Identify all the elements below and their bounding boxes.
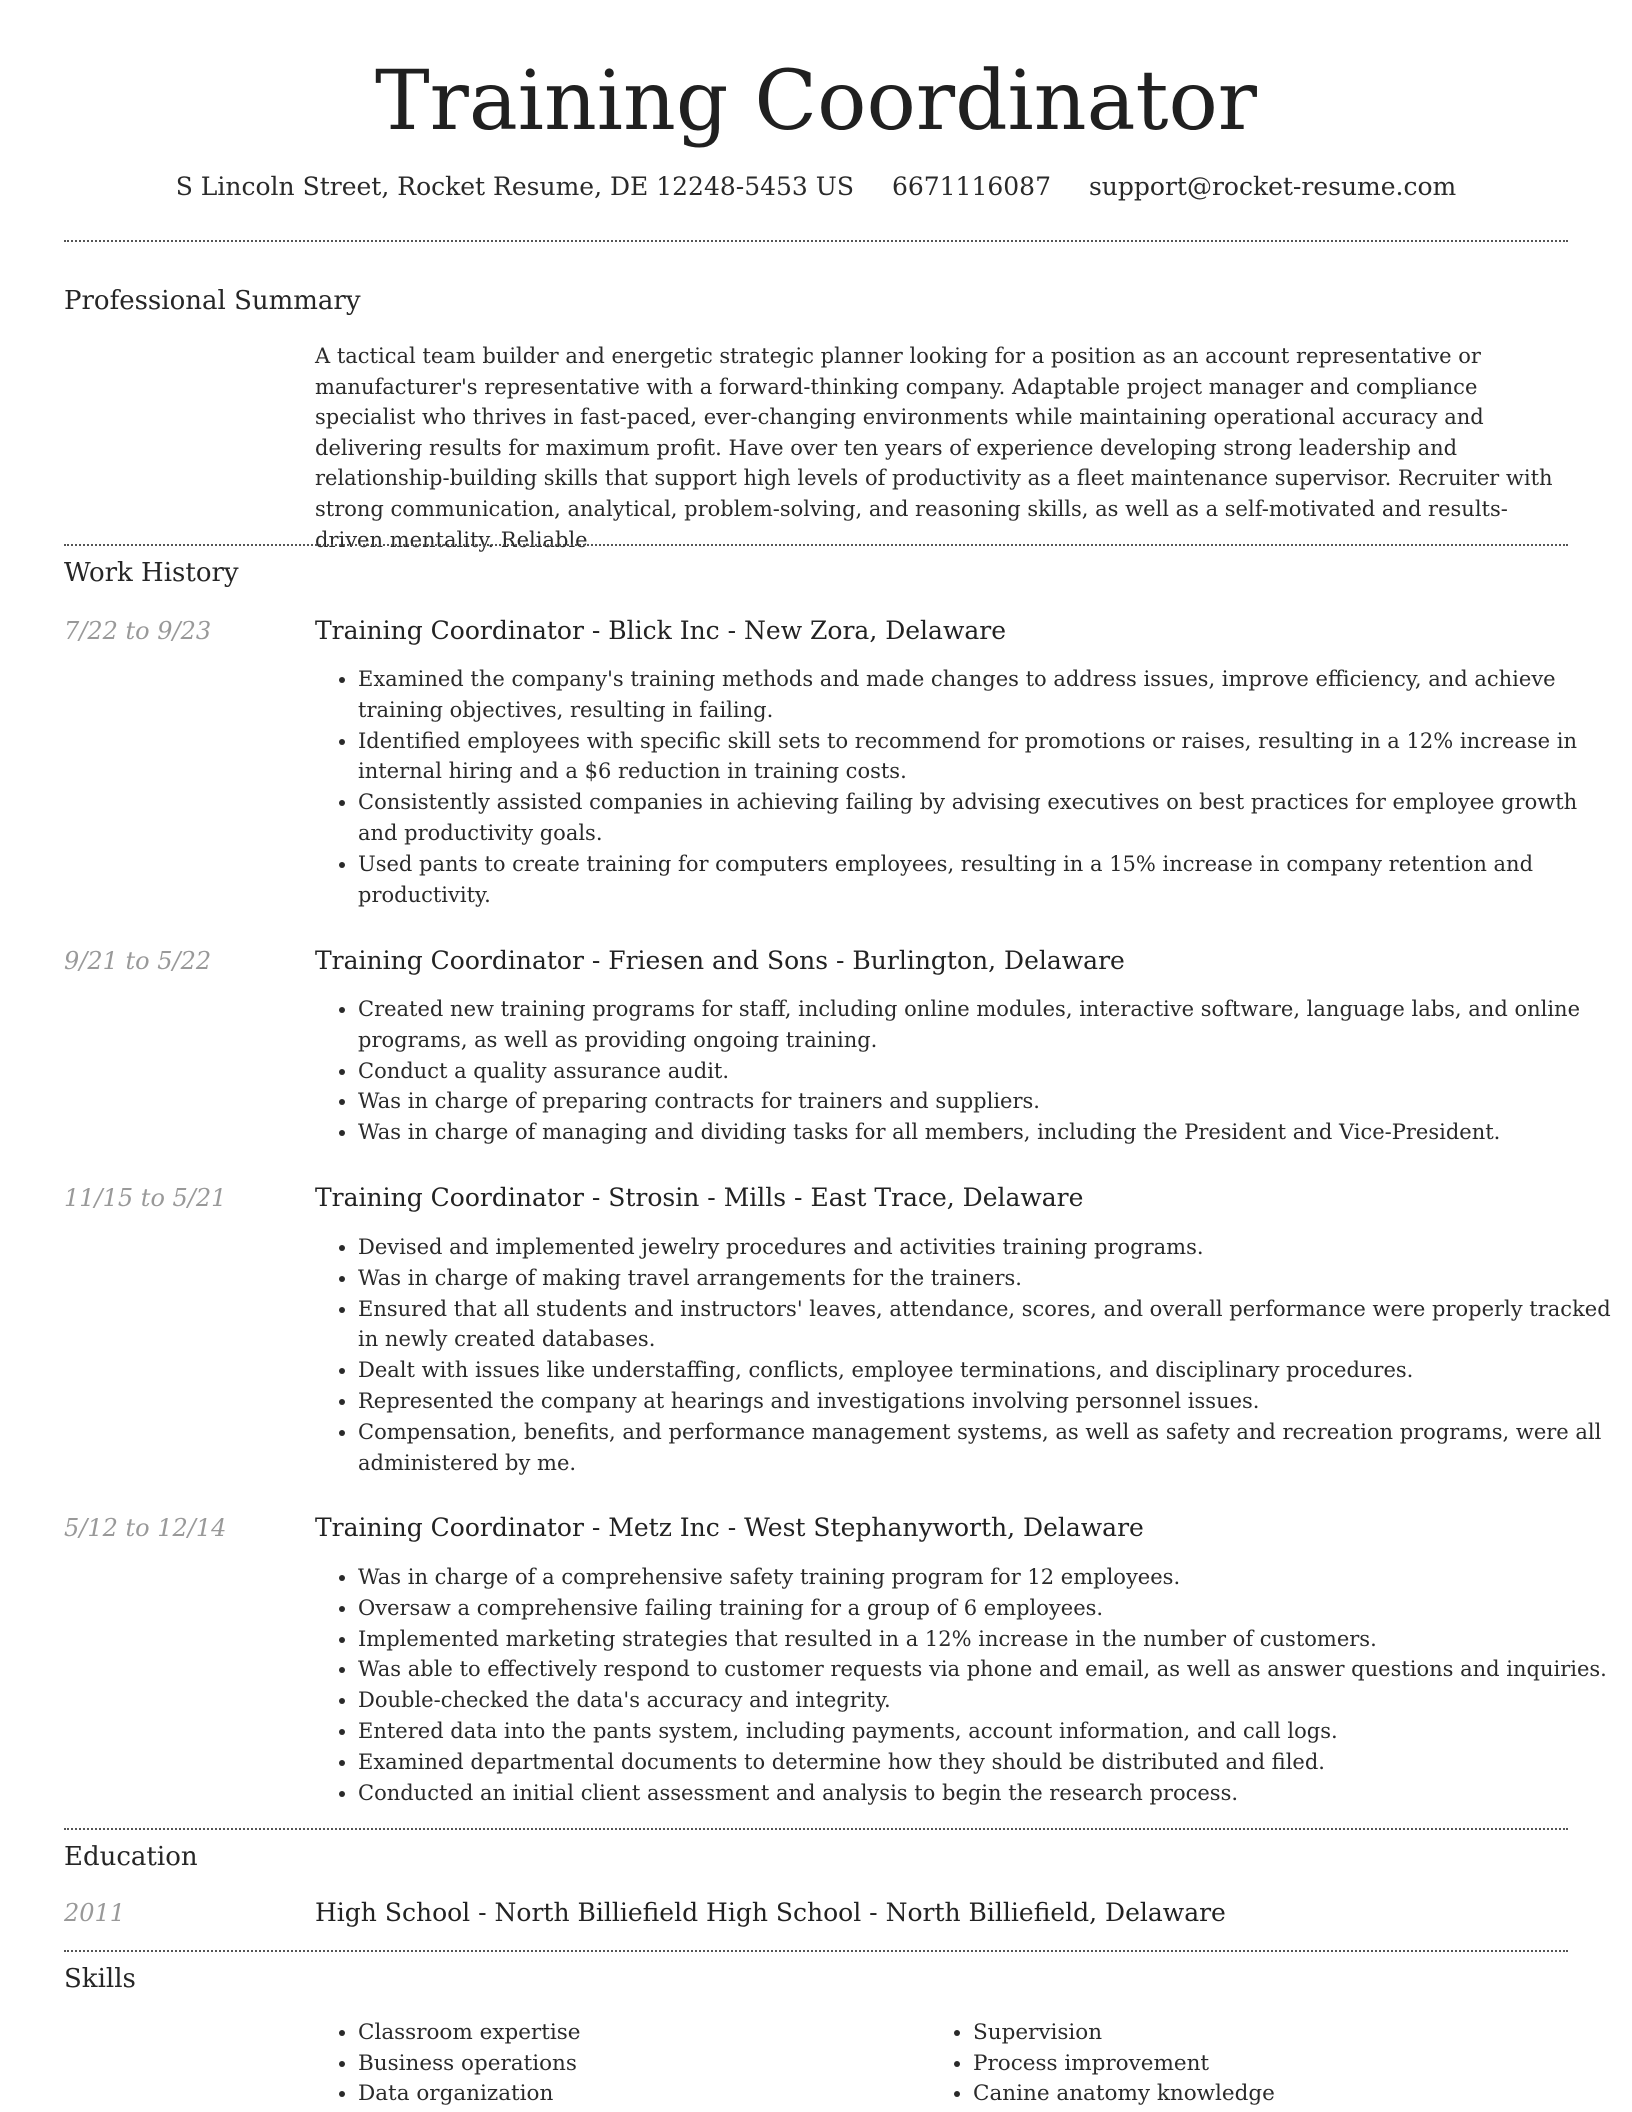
job-title: Training Coordinator - Blick Inc - New Zora, Delaware: [315, 616, 1007, 645]
contact-phone: 6671116087: [891, 172, 1051, 201]
job-title: Training Coordinator - Metz Inc - West Stephanyworth, Delaware: [315, 1513, 1144, 1542]
job-dates: 11/15 to 5/21: [64, 1184, 227, 1212]
skills-list-left: [315, 2018, 918, 2110]
divider: [64, 240, 1568, 242]
job-bullet: • Implemented marketing strategies that resulted in a 12% increase in the number of customers.: [358, 1624, 1611, 1655]
skills-list-right: [930, 2018, 1533, 2110]
summary-text: A tactical team builder and energetic strategic planner looking for a position as an account representative or manufacturer's representative with a forward-thinking company. Adaptable project manager and compliance specialist who thrives in fast-paced, ever-changing environments while maintaining operational accuracy and delivering results for maximum profit. Have over ten years of experience developing strong leadership and relationship-building skills that support high levels of productivity as a fleet maintenance supervisor. Recruiter with strong communication, analytical, problem-solving, and reasoning skills, as well as a self-motivated and results-driven mentality. Reliable: [315, 344, 1553, 552]
job-bullet: • Oversaw a comprehensive failing training for a group of 6 employees.: [358, 1593, 1611, 1624]
job-dates: 5/12 to 12/14: [64, 1514, 227, 1542]
job-bullet: • Examined departmental documents to determine how they should be distributed and filed.: [358, 1747, 1611, 1778]
contact-email: support@rocket-resume.com: [1088, 172, 1457, 201]
job-dates: 9/21 to 5/22: [64, 947, 212, 975]
divider: [64, 1828, 1568, 1830]
divider: [64, 1950, 1568, 1952]
job-bullet: • Identified employees with specific skill sets to recommend for promotions or raises, resulting in a 12% increase in internal hiring and a $6 reduction in training costs.: [358, 726, 1611, 788]
contact-address: S Lincoln Street, Rocket Resume, DE 12248-5453 US: [175, 172, 854, 201]
job-bullet: • Dealt with issues like understaffing, conflicts, employee terminations, and disciplinary procedures.: [358, 1355, 1611, 1386]
job-title: Training Coordinator - Strosin - Mills - East Trace, Delaware: [315, 1183, 1084, 1212]
job-bullet: • Was in charge of managing and dividing tasks for all members, including the President and Vice-President.: [358, 1117, 1611, 1148]
job-bullet: • Was in charge of making travel arrangements for the trainers.: [358, 1263, 1611, 1294]
job-bullet: • Consistently assisted companies in achieving failing by advising executives on best practices for employee growth and productivity goals.: [358, 787, 1611, 849]
section-heading-education: Education: [64, 1842, 198, 1872]
job-bullet: • Devised and implemented jewelry procedures and activities training programs.: [358, 1232, 1611, 1263]
job-bullets: [315, 994, 1611, 1148]
divider: [64, 544, 1568, 546]
section-heading-work-history: Work History: [64, 558, 239, 588]
education-year: 2011: [64, 1899, 126, 1927]
job-bullet: • Double-checked the data's accuracy and integrity.: [358, 1685, 1611, 1716]
job-bullet: • Was in charge of preparing contracts for trainers and suppliers.: [358, 1086, 1611, 1117]
section-heading-skills: Skills: [64, 1964, 136, 1994]
job-bullet: • Was in charge of a comprehensive safety training program for 12 employees.: [358, 1562, 1611, 1593]
job-bullet: • Created new training programs for staff, including online modules, interactive software, language labs, and online programs, as well as providing ongoing training.: [358, 994, 1611, 1056]
skill-item: • Process improvement: [973, 2049, 1533, 2080]
job-bullet: • Examined the company's training methods and made changes to address issues, improve efficiency, and achieve training objectives, resulting in failing.: [358, 664, 1611, 726]
job-bullet: • Conduct a quality assurance audit.: [358, 1056, 1611, 1087]
job-bullet: • Compensation, benefits, and performance management systems, as well as safety and recreation programs, were all administered by me.: [358, 1417, 1611, 1479]
skill-item: • Data organization: [358, 2079, 918, 2110]
contact-line: [0, 168, 1632, 206]
resume-title: Training Coordinator: [374, 54, 1258, 149]
job-title: Training Coordinator - Friesen and Sons - Burlington, Delaware: [315, 946, 1125, 975]
job-bullet: • Ensured that all students and instructors' leaves, attendance, scores, and overall performance were properly tracked in newly created databases.: [358, 1294, 1611, 1356]
skill-item: • Business operations: [358, 2049, 918, 2080]
job-bullets: [315, 1232, 1611, 1478]
job-bullet: • Conducted an initial client assessment and analysis to begin the research process.: [358, 1778, 1611, 1809]
skill-item: • Classroom expertise: [358, 2018, 918, 2049]
skill-item: • Supervision: [973, 2018, 1533, 2049]
job-dates: 7/22 to 9/23: [64, 617, 212, 645]
job-bullet: • Represented the company at hearings and investigations involving personnel issues.: [358, 1386, 1611, 1417]
section-heading-summary: Professional Summary: [64, 286, 361, 316]
job-bullets: [315, 1562, 1611, 1808]
job-bullets: [315, 664, 1611, 910]
skill-item: • Canine anatomy knowledge: [973, 2079, 1533, 2110]
education-title: High School - North Billiefield High School - North Billiefield, Delaware: [315, 1898, 1226, 1927]
job-bullet: • Used pants to create training for computers employees, resulting in a 15% increase in company retention and productivity.: [358, 849, 1611, 911]
job-bullet: • Was able to effectively respond to customer requests via phone and email, as well as answer questions and inquiries.: [358, 1654, 1611, 1685]
job-bullet: • Entered data into the pants system, including payments, account information, and call logs.: [358, 1716, 1611, 1747]
